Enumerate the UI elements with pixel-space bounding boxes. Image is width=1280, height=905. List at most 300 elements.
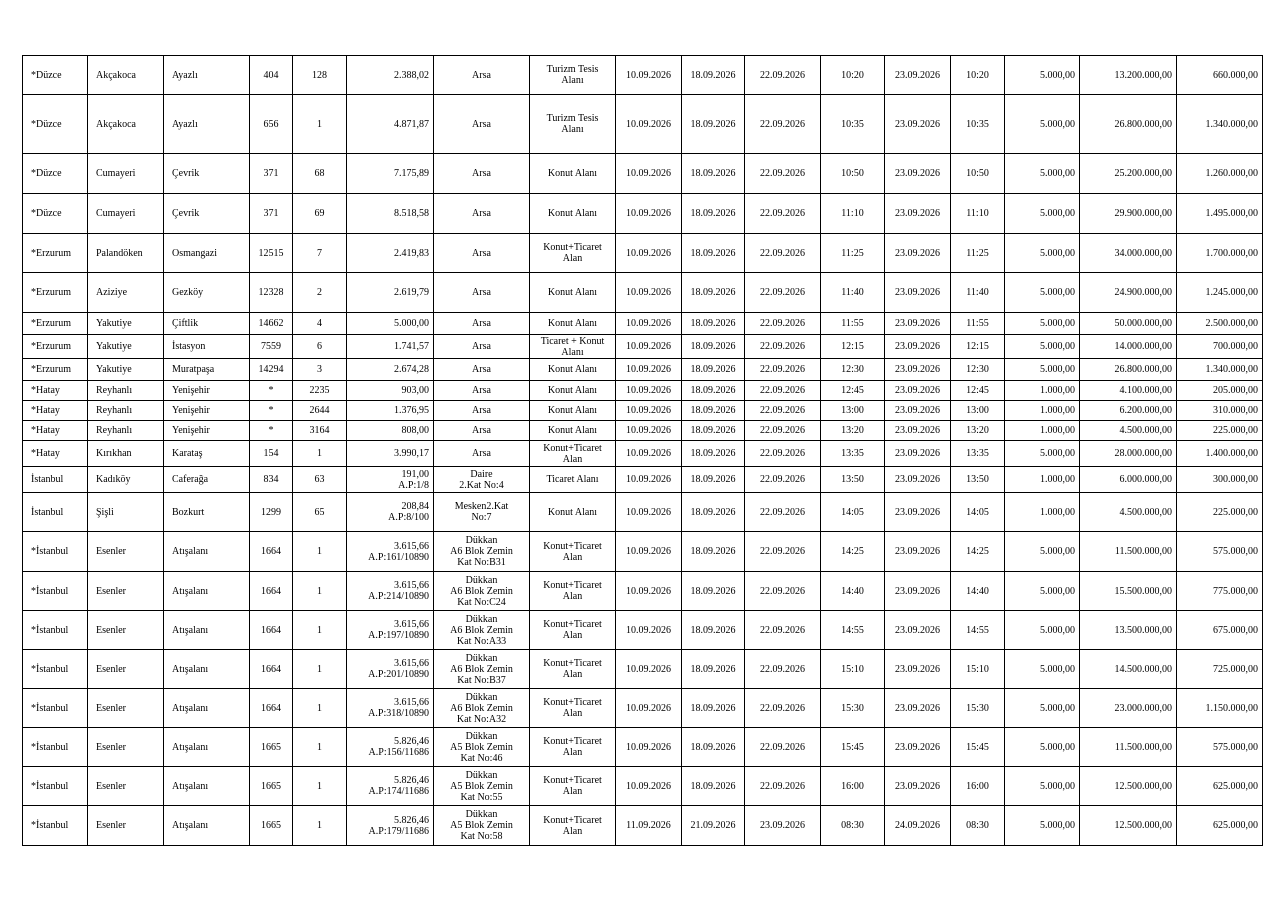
- cell-district: Esenler: [88, 572, 164, 611]
- cell-zoning: Konut+Ticaret Alan: [530, 611, 616, 650]
- cell-date-end: 18.09.2026: [682, 273, 745, 313]
- cell-zoning: Konut Alanı: [530, 313, 616, 335]
- cell-date-2: 23.09.2026: [885, 689, 951, 728]
- cell-guarantee: 1.150.000,00: [1177, 689, 1263, 728]
- cell-district: Esenler: [88, 611, 164, 650]
- cell-date-1: 22.09.2026: [745, 532, 821, 572]
- cell-parcel: 3: [293, 359, 347, 381]
- cell-guarantee: 300.000,00: [1177, 467, 1263, 493]
- cell-parcel: 63: [293, 467, 347, 493]
- cell-zoning: Konut Alanı: [530, 273, 616, 313]
- cell-time-1: 15:10: [821, 650, 885, 689]
- cell-district: Kadıköy: [88, 467, 164, 493]
- cell-district: Yakutiye: [88, 335, 164, 359]
- cell-type: Arsa: [434, 421, 530, 441]
- cell-date-end: 18.09.2026: [682, 728, 745, 767]
- cell-block: 371: [250, 154, 293, 194]
- cell-time-1: 11:55: [821, 313, 885, 335]
- cell-province: *Düzce: [23, 194, 88, 234]
- cell-date-start: 10.09.2026: [616, 194, 682, 234]
- table-row: [23, 273, 1263, 313]
- cell-estimated-value: 26.800.000,00: [1080, 95, 1177, 154]
- cell-guarantee: 675.000,00: [1177, 611, 1263, 650]
- cell-date-1: 22.09.2026: [745, 441, 821, 467]
- cell-deposit: 5.000,00: [1005, 95, 1080, 154]
- cell-time-1: 10:20: [821, 56, 885, 95]
- cell-district: Palandöken: [88, 234, 164, 273]
- cell-time-1: 11:10: [821, 194, 885, 234]
- cell-zoning: Konut Alanı: [530, 493, 616, 532]
- cell-guarantee: 1.700.000,00: [1177, 234, 1263, 273]
- cell-block: 1664: [250, 650, 293, 689]
- cell-time-1: 10:35: [821, 95, 885, 154]
- cell-district: Reyhanlı: [88, 401, 164, 421]
- cell-province: *İstanbul: [23, 572, 88, 611]
- cell-block: 14662: [250, 313, 293, 335]
- cell-time-2: 10:35: [951, 95, 1005, 154]
- cell-time-2: 08:30: [951, 806, 1005, 846]
- cell-deposit: 5.000,00: [1005, 234, 1080, 273]
- cell-zoning: Konut+Ticaret Alan: [530, 728, 616, 767]
- cell-zoning: Ticaret Alanı: [530, 467, 616, 493]
- cell-date-start: 10.09.2026: [616, 234, 682, 273]
- cell-type: Dükkan A6 Blok Zemin Kat No:B37: [434, 650, 530, 689]
- cell-zoning: Turizm Tesis Alanı: [530, 56, 616, 95]
- cell-neighborhood: Çiftlik: [164, 313, 250, 335]
- cell-time-2: 14:25: [951, 532, 1005, 572]
- cell-date-2: 23.09.2026: [885, 313, 951, 335]
- cell-district: Esenler: [88, 767, 164, 806]
- cell-time-2: 15:30: [951, 689, 1005, 728]
- cell-date-2: 24.09.2026: [885, 806, 951, 846]
- cell-district: Cumayeri: [88, 194, 164, 234]
- cell-zoning: Konut+Ticaret Alan: [530, 441, 616, 467]
- cell-date-1: 22.09.2026: [745, 767, 821, 806]
- cell-type: Arsa: [434, 95, 530, 154]
- cell-deposit: 1.000,00: [1005, 401, 1080, 421]
- cell-date-start: 10.09.2026: [616, 441, 682, 467]
- cell-time-1: 14:25: [821, 532, 885, 572]
- cell-province: *İstanbul: [23, 650, 88, 689]
- cell-date-end: 18.09.2026: [682, 381, 745, 401]
- cell-zoning: Turizm Tesis Alanı: [530, 95, 616, 154]
- cell-date-start: 10.09.2026: [616, 154, 682, 194]
- cell-time-1: 15:30: [821, 689, 885, 728]
- cell-neighborhood: Yenişehir: [164, 421, 250, 441]
- cell-province: *Erzurum: [23, 273, 88, 313]
- cell-area: 5.826,46 A.P:179/11686: [347, 806, 434, 846]
- cell-date-1: 22.09.2026: [745, 273, 821, 313]
- cell-time-1: 15:45: [821, 728, 885, 767]
- cell-date-end: 18.09.2026: [682, 441, 745, 467]
- cell-neighborhood: Çevrik: [164, 154, 250, 194]
- cell-estimated-value: 4.500.000,00: [1080, 493, 1177, 532]
- cell-date-2: 23.09.2026: [885, 493, 951, 532]
- cell-date-start: 10.09.2026: [616, 335, 682, 359]
- cell-time-2: 11:40: [951, 273, 1005, 313]
- cell-date-2: 23.09.2026: [885, 421, 951, 441]
- cell-area: 2.619,79: [347, 273, 434, 313]
- cell-neighborhood: Ayazlı: [164, 56, 250, 95]
- cell-type: Arsa: [434, 359, 530, 381]
- cell-time-1: 12:45: [821, 381, 885, 401]
- cell-parcel: 1: [293, 532, 347, 572]
- cell-time-1: 14:40: [821, 572, 885, 611]
- cell-time-2: 11:10: [951, 194, 1005, 234]
- cell-estimated-value: 12.500.000,00: [1080, 767, 1177, 806]
- cell-type: Dükkan A6 Blok Zemin Kat No:C24: [434, 572, 530, 611]
- cell-time-1: 13:20: [821, 421, 885, 441]
- cell-parcel: 1: [293, 611, 347, 650]
- cell-date-start: 10.09.2026: [616, 95, 682, 154]
- cell-guarantee: 225.000,00: [1177, 421, 1263, 441]
- cell-province: *Hatay: [23, 401, 88, 421]
- table-row: [23, 194, 1263, 234]
- cell-block: *: [250, 381, 293, 401]
- cell-date-start: 10.09.2026: [616, 611, 682, 650]
- cell-district: Akçakoca: [88, 95, 164, 154]
- cell-date-2: 23.09.2026: [885, 441, 951, 467]
- cell-date-end: 18.09.2026: [682, 335, 745, 359]
- cell-guarantee: 700.000,00: [1177, 335, 1263, 359]
- cell-date-end: 18.09.2026: [682, 401, 745, 421]
- cell-district: Reyhanlı: [88, 381, 164, 401]
- cell-estimated-value: 4.500.000,00: [1080, 421, 1177, 441]
- cell-guarantee: 775.000,00: [1177, 572, 1263, 611]
- cell-time-2: 13:20: [951, 421, 1005, 441]
- cell-time-2: 10:50: [951, 154, 1005, 194]
- cell-date-2: 23.09.2026: [885, 359, 951, 381]
- cell-date-end: 18.09.2026: [682, 611, 745, 650]
- cell-time-1: 11:25: [821, 234, 885, 273]
- cell-block: 14294: [250, 359, 293, 381]
- cell-area: 2.419,83: [347, 234, 434, 273]
- cell-date-end: 18.09.2026: [682, 234, 745, 273]
- cell-parcel: 128: [293, 56, 347, 95]
- cell-time-1: 12:15: [821, 335, 885, 359]
- cell-parcel: 2: [293, 273, 347, 313]
- cell-deposit: 1.000,00: [1005, 381, 1080, 401]
- cell-parcel: 1: [293, 441, 347, 467]
- table-row: [23, 95, 1263, 154]
- cell-date-end: 18.09.2026: [682, 532, 745, 572]
- cell-type: Arsa: [434, 154, 530, 194]
- cell-province: *İstanbul: [23, 767, 88, 806]
- cell-guarantee: 1.340.000,00: [1177, 95, 1263, 154]
- cell-date-start: 10.09.2026: [616, 767, 682, 806]
- cell-date-2: 23.09.2026: [885, 194, 951, 234]
- table-row: [23, 421, 1263, 441]
- cell-date-2: 23.09.2026: [885, 650, 951, 689]
- cell-area: 191,00 A.P:1/8: [347, 467, 434, 493]
- table-row: [23, 650, 1263, 689]
- cell-block: *: [250, 401, 293, 421]
- cell-date-1: 22.09.2026: [745, 611, 821, 650]
- cell-type: Arsa: [434, 401, 530, 421]
- cell-guarantee: 575.000,00: [1177, 532, 1263, 572]
- cell-province: İstanbul: [23, 467, 88, 493]
- cell-date-start: 10.09.2026: [616, 273, 682, 313]
- cell-date-2: 23.09.2026: [885, 273, 951, 313]
- cell-type: Dükkan A6 Blok Zemin Kat No:B31: [434, 532, 530, 572]
- cell-estimated-value: 24.900.000,00: [1080, 273, 1177, 313]
- cell-parcel: 7: [293, 234, 347, 273]
- cell-province: İstanbul: [23, 493, 88, 532]
- cell-district: Yakutiye: [88, 359, 164, 381]
- table-row: [23, 313, 1263, 335]
- cell-neighborhood: Karataş: [164, 441, 250, 467]
- cell-date-start: 10.09.2026: [616, 467, 682, 493]
- cell-area: 808,00: [347, 421, 434, 441]
- cell-date-1: 22.09.2026: [745, 401, 821, 421]
- cell-guarantee: 310.000,00: [1177, 401, 1263, 421]
- cell-province: *İstanbul: [23, 532, 88, 572]
- cell-date-end: 18.09.2026: [682, 767, 745, 806]
- cell-district: Reyhanlı: [88, 421, 164, 441]
- cell-deposit: 1.000,00: [1005, 421, 1080, 441]
- table-row: [23, 381, 1263, 401]
- table-row: [23, 401, 1263, 421]
- cell-type: Dükkan A6 Blok Zemin Kat No:A33: [434, 611, 530, 650]
- cell-deposit: 5.000,00: [1005, 56, 1080, 95]
- cell-area: 1.741,57: [347, 335, 434, 359]
- table-row: [23, 467, 1263, 493]
- cell-type: Dükkan A5 Blok Zemin Kat No:55: [434, 767, 530, 806]
- cell-zoning: Konut+Ticaret Alan: [530, 806, 616, 846]
- cell-deposit: 5.000,00: [1005, 441, 1080, 467]
- cell-date-1: 23.09.2026: [745, 806, 821, 846]
- cell-time-2: 12:45: [951, 381, 1005, 401]
- cell-date-2: 23.09.2026: [885, 401, 951, 421]
- cell-block: 1664: [250, 689, 293, 728]
- cell-guarantee: 1.340.000,00: [1177, 359, 1263, 381]
- cell-time-1: 14:55: [821, 611, 885, 650]
- cell-estimated-value: 13.200.000,00: [1080, 56, 1177, 95]
- cell-area: 2.388,02: [347, 56, 434, 95]
- cell-neighborhood: Yenişehir: [164, 401, 250, 421]
- cell-district: Esenler: [88, 728, 164, 767]
- cell-area: 1.376,95: [347, 401, 434, 421]
- cell-block: 404: [250, 56, 293, 95]
- cell-date-end: 18.09.2026: [682, 154, 745, 194]
- cell-date-start: 10.09.2026: [616, 381, 682, 401]
- cell-zoning: Ticaret + Konut Alanı: [530, 335, 616, 359]
- cell-time-2: 11:55: [951, 313, 1005, 335]
- cell-date-end: 18.09.2026: [682, 572, 745, 611]
- cell-date-1: 22.09.2026: [745, 572, 821, 611]
- cell-neighborhood: Atışalanı: [164, 650, 250, 689]
- cell-deposit: 5.000,00: [1005, 728, 1080, 767]
- cell-type: Arsa: [434, 441, 530, 467]
- cell-estimated-value: 11.500.000,00: [1080, 532, 1177, 572]
- cell-date-end: 18.09.2026: [682, 493, 745, 532]
- cell-type: Dükkan A6 Blok Zemin Kat No:A32: [434, 689, 530, 728]
- cell-guarantee: 1.245.000,00: [1177, 273, 1263, 313]
- cell-parcel: 1: [293, 650, 347, 689]
- cell-area: 208,84 A.P:8/100: [347, 493, 434, 532]
- cell-date-start: 11.09.2026: [616, 806, 682, 846]
- cell-time-2: 14:05: [951, 493, 1005, 532]
- cell-time-2: 16:00: [951, 767, 1005, 806]
- cell-deposit: 5.000,00: [1005, 767, 1080, 806]
- cell-deposit: 5.000,00: [1005, 806, 1080, 846]
- cell-area: 3.615,66 A.P:161/10890: [347, 532, 434, 572]
- cell-time-1: 13:35: [821, 441, 885, 467]
- cell-province: *Düzce: [23, 154, 88, 194]
- cell-block: 371: [250, 194, 293, 234]
- table-row: [23, 572, 1263, 611]
- cell-deposit: 5.000,00: [1005, 532, 1080, 572]
- cell-guarantee: 2.500.000,00: [1177, 313, 1263, 335]
- cell-neighborhood: Atışalanı: [164, 767, 250, 806]
- cell-date-end: 18.09.2026: [682, 650, 745, 689]
- cell-date-1: 22.09.2026: [745, 728, 821, 767]
- cell-province: *İstanbul: [23, 728, 88, 767]
- cell-estimated-value: 13.500.000,00: [1080, 611, 1177, 650]
- cell-date-1: 22.09.2026: [745, 313, 821, 335]
- cell-type: Arsa: [434, 273, 530, 313]
- cell-date-end: 18.09.2026: [682, 56, 745, 95]
- cell-zoning: Konut Alanı: [530, 381, 616, 401]
- cell-guarantee: 725.000,00: [1177, 650, 1263, 689]
- cell-area: 3.615,66 A.P:214/10890: [347, 572, 434, 611]
- cell-estimated-value: 25.200.000,00: [1080, 154, 1177, 194]
- cell-block: 7559: [250, 335, 293, 359]
- cell-deposit: 5.000,00: [1005, 611, 1080, 650]
- cell-province: *Düzce: [23, 95, 88, 154]
- table-row: [23, 56, 1263, 95]
- cell-area: 4.871,87: [347, 95, 434, 154]
- cell-neighborhood: Atışalanı: [164, 806, 250, 846]
- table-row: [23, 767, 1263, 806]
- cell-neighborhood: Atışalanı: [164, 572, 250, 611]
- cell-area: 3.615,66 A.P:318/10890: [347, 689, 434, 728]
- cell-zoning: Konut+Ticaret Alan: [530, 689, 616, 728]
- cell-time-1: 12:30: [821, 359, 885, 381]
- cell-neighborhood: İstasyon: [164, 335, 250, 359]
- cell-time-1: 11:40: [821, 273, 885, 313]
- cell-date-1: 22.09.2026: [745, 467, 821, 493]
- table-row: [23, 689, 1263, 728]
- cell-parcel: 2235: [293, 381, 347, 401]
- cell-deposit: 5.000,00: [1005, 154, 1080, 194]
- cell-estimated-value: 50.000.000,00: [1080, 313, 1177, 335]
- cell-area: 5.826,46 A.P:174/11686: [347, 767, 434, 806]
- table-row: [23, 441, 1263, 467]
- cell-block: 1664: [250, 532, 293, 572]
- cell-block: *: [250, 421, 293, 441]
- cell-block: 1299: [250, 493, 293, 532]
- cell-area: 5.000,00: [347, 313, 434, 335]
- cell-district: Şişli: [88, 493, 164, 532]
- cell-zoning: Konut Alanı: [530, 154, 616, 194]
- cell-estimated-value: 6.000.000,00: [1080, 467, 1177, 493]
- cell-province: *Erzurum: [23, 313, 88, 335]
- cell-time-1: 08:30: [821, 806, 885, 846]
- cell-block: 1665: [250, 806, 293, 846]
- cell-district: Yakutiye: [88, 313, 164, 335]
- cell-zoning: Konut+Ticaret Alan: [530, 532, 616, 572]
- cell-deposit: 5.000,00: [1005, 359, 1080, 381]
- cell-province: *İstanbul: [23, 806, 88, 846]
- cell-block: 1665: [250, 728, 293, 767]
- cell-district: Cumayeri: [88, 154, 164, 194]
- cell-neighborhood: Atışalanı: [164, 611, 250, 650]
- cell-date-1: 22.09.2026: [745, 56, 821, 95]
- cell-block: 1664: [250, 572, 293, 611]
- cell-zoning: Konut Alanı: [530, 194, 616, 234]
- cell-deposit: 5.000,00: [1005, 650, 1080, 689]
- cell-area: 903,00: [347, 381, 434, 401]
- cell-date-2: 23.09.2026: [885, 532, 951, 572]
- cell-area: 7.175,89: [347, 154, 434, 194]
- cell-date-start: 10.09.2026: [616, 728, 682, 767]
- cell-date-2: 23.09.2026: [885, 154, 951, 194]
- cell-estimated-value: 26.800.000,00: [1080, 359, 1177, 381]
- cell-type: Arsa: [434, 56, 530, 95]
- cell-neighborhood: Bozkurt: [164, 493, 250, 532]
- cell-date-2: 23.09.2026: [885, 728, 951, 767]
- cell-neighborhood: Osmangazi: [164, 234, 250, 273]
- cell-date-start: 10.09.2026: [616, 572, 682, 611]
- cell-guarantee: 205.000,00: [1177, 381, 1263, 401]
- cell-date-1: 22.09.2026: [745, 234, 821, 273]
- cell-deposit: 5.000,00: [1005, 335, 1080, 359]
- cell-district: Esenler: [88, 650, 164, 689]
- cell-deposit: 5.000,00: [1005, 572, 1080, 611]
- table-body: [23, 56, 1263, 846]
- cell-date-end: 21.09.2026: [682, 806, 745, 846]
- cell-province: *İstanbul: [23, 689, 88, 728]
- cell-guarantee: 625.000,00: [1177, 767, 1263, 806]
- cell-estimated-value: 34.000.000,00: [1080, 234, 1177, 273]
- cell-date-1: 22.09.2026: [745, 421, 821, 441]
- cell-neighborhood: Ayazlı: [164, 95, 250, 154]
- cell-time-2: 15:10: [951, 650, 1005, 689]
- cell-neighborhood: Atışalanı: [164, 532, 250, 572]
- cell-parcel: 69: [293, 194, 347, 234]
- cell-province: *Hatay: [23, 381, 88, 401]
- cell-date-start: 10.09.2026: [616, 493, 682, 532]
- cell-neighborhood: Atışalanı: [164, 728, 250, 767]
- cell-zoning: Konut+Ticaret Alan: [530, 767, 616, 806]
- cell-type: Dükkan A5 Blok Zemin Kat No:58: [434, 806, 530, 846]
- cell-district: Esenler: [88, 689, 164, 728]
- cell-guarantee: 625.000,00: [1177, 806, 1263, 846]
- cell-estimated-value: 14.500.000,00: [1080, 650, 1177, 689]
- cell-district: Akçakoca: [88, 56, 164, 95]
- cell-neighborhood: Caferağa: [164, 467, 250, 493]
- cell-neighborhood: Yenişehir: [164, 381, 250, 401]
- cell-block: 154: [250, 441, 293, 467]
- cell-date-start: 10.09.2026: [616, 421, 682, 441]
- cell-date-2: 23.09.2026: [885, 611, 951, 650]
- cell-neighborhood: Muratpaşa: [164, 359, 250, 381]
- cell-date-2: 23.09.2026: [885, 56, 951, 95]
- cell-date-1: 22.09.2026: [745, 381, 821, 401]
- cell-type: Dükkan A5 Blok Zemin Kat No:46: [434, 728, 530, 767]
- cell-area: 8.518,58: [347, 194, 434, 234]
- cell-area: 3.990,17: [347, 441, 434, 467]
- cell-neighborhood: Gezköy: [164, 273, 250, 313]
- cell-guarantee: 1.400.000,00: [1177, 441, 1263, 467]
- cell-date-2: 23.09.2026: [885, 467, 951, 493]
- cell-district: Esenler: [88, 532, 164, 572]
- cell-time-2: 12:15: [951, 335, 1005, 359]
- cell-zoning: Konut Alanı: [530, 359, 616, 381]
- cell-estimated-value: 12.500.000,00: [1080, 806, 1177, 846]
- cell-block: 656: [250, 95, 293, 154]
